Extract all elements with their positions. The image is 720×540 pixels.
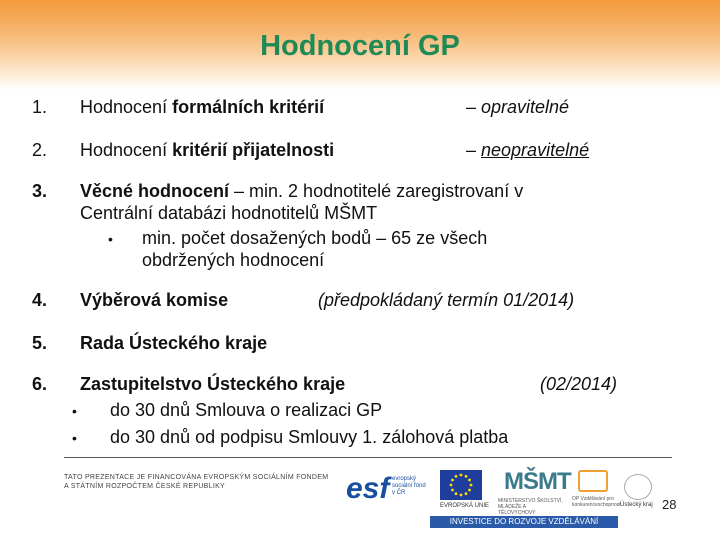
slide-title: Hodnocení GP xyxy=(260,30,460,62)
item-number: 5. xyxy=(32,333,48,353)
item-number: 1. xyxy=(32,97,48,117)
ustecky-kraj-logo: Ústecký kraj xyxy=(620,474,656,514)
msmt-logo: MŠMT MINISTERSTVO ŠKOLSTVÍ, MLÁDEŽE A TĚLOVÝCHOVY xyxy=(498,468,571,516)
item-text: Věcné hodnocení – min. 2 hodnotitelé zaregistrovaní v xyxy=(80,181,524,201)
item-number: 6. xyxy=(32,374,48,394)
kraj-emblem-icon xyxy=(624,474,652,500)
item-status: – neopravitelné xyxy=(466,140,590,160)
eu-flag-logo: EVROPSKÁ UNIE xyxy=(440,470,492,514)
footer-divider xyxy=(64,457,672,458)
footer-funding-text: TATO PREZENTACE JE FINANCOVÁNA EVROPSKÝM SOCIÁLNÍM FONDEM A STÁTNÍM ROZPOČTEM ČESKÉ REPUBLIKY xyxy=(64,474,329,490)
eu-flag-icon xyxy=(440,470,482,500)
sub-item-text: min. počet dosažených bodů – 65 ze všech xyxy=(142,228,488,248)
item-text: Zastupitelstvo Ústeckého kraje xyxy=(80,374,346,394)
item-date: (02/2014) xyxy=(540,374,618,394)
item-number: 3. xyxy=(32,181,48,201)
page-number: 28 xyxy=(662,497,677,512)
item-number: 4. xyxy=(32,290,48,310)
bullet: • xyxy=(72,403,77,419)
bullet: • xyxy=(72,430,77,446)
item-date: (předpokládaný termín 01/2014) xyxy=(318,290,575,310)
sub-item-text-line2: obdržených hodnocení xyxy=(142,250,325,270)
item-text: Hodnocení formálních kritérií xyxy=(80,97,325,117)
esf-logo: esf evropský sociální fond v ČR xyxy=(346,472,426,505)
op-vk-logo: OP Vzdělávání pro konkurenceschopnost xyxy=(572,470,618,514)
bullet: • xyxy=(108,231,113,247)
sub-item-text: do 30 dnů od podpisu Smlouvy 1. zálohová platba xyxy=(110,427,509,447)
item-text: Hodnocení kritérií přijatelnosti xyxy=(80,140,335,160)
item-status: – opravitelné xyxy=(466,97,570,117)
sub-item-text: do 30 dnů Smlouva o realizaci GP xyxy=(110,400,383,420)
invest-banner: INVESTICE DO ROZVOJE VZDĚLÁVÁNÍ xyxy=(430,516,618,528)
item-number: 2. xyxy=(32,140,48,160)
item-text: Výběrová komise xyxy=(80,290,229,310)
item-text: Rada Ústeckého kraje xyxy=(80,333,268,353)
item-text-line2: Centrální databázi hodnotitelů MŠMT xyxy=(80,203,378,223)
